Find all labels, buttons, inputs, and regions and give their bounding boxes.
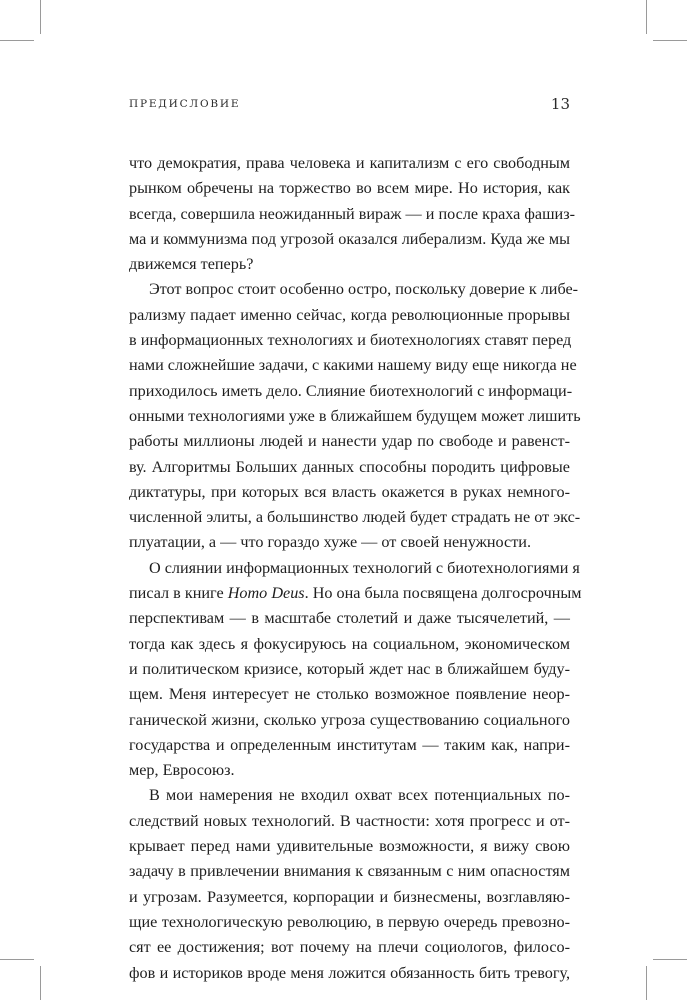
text-line: всегда, совершила неожиданный вираж — и после краха фашиз- (129, 204, 575, 223)
page-number: 13 (550, 95, 570, 113)
text-line: крывает перед нами удивительные возможности, я вижу свою (129, 837, 570, 856)
text-line: тогда как здесь я фокусируюсь на социальном, экономическом (129, 634, 570, 653)
text-line: Этот вопрос стоит особенно остро, поскольку доверие к либе- (149, 280, 579, 299)
running-title: ПРЕДИСЛОВИЕ (129, 98, 241, 110)
crop-mark-top-left (40, 0, 41, 34)
text-line: приходилось иметь дело. Слияние биотехнологий с информаци- (129, 381, 573, 400)
text-line: нами сложнейшие задачи, с какими нашему виду еще никогда не (129, 356, 577, 375)
text-line: ву. Алгоритмы Больших данных способны породить цифровые (129, 457, 570, 476)
running-header (129, 95, 570, 115)
text-line: государства и определенным институтам — таким как, напри- (129, 735, 570, 754)
text-line: плуатации, а — что гораздо хуже — от своей ненужности. (129, 533, 532, 552)
text-line: сят ее достижения; вот почему на плечи социологов, филосо- (129, 938, 570, 957)
text-line: в информационных технологиях и биотехнологиях ставят перед (129, 331, 572, 350)
crop-mark-bottom-left-h (0, 959, 34, 960)
paragraph-4 (129, 783, 570, 985)
text-line: ганической жизни, сколько угроза существованию социального (129, 710, 570, 729)
text-line: О слиянии информационных технологий с биотехнологиями я (149, 558, 580, 577)
crop-mark-top-left-h (0, 40, 34, 41)
text-line: и угрозам. Разумеется, корпорации и бизнесмены, возглавляю- (129, 887, 570, 906)
text-line: щем. Меня интересует не столько возможное появление неор- (129, 685, 570, 704)
text-line: рализму падает именно сейчас, когда революционные прорывы (129, 305, 570, 324)
paragraph-1 (129, 151, 575, 277)
crop-mark-top-right (646, 0, 647, 34)
text-line: работы миллионы людей и нанести удар по свободе и равенст- (129, 432, 570, 451)
text-run: . Но она была посвящена долгосрочным (304, 584, 582, 603)
text-line: перспективам — в масштабе столетий и даже тысячелетий, — (129, 609, 570, 628)
text-line: диктатуры, при которых вся власть окажется в руках немного- (129, 482, 570, 501)
crop-mark-bottom-right-h (653, 959, 687, 960)
text-line: и политическом кризисе, который ждет нас в ближайшем буду- (129, 659, 570, 678)
body-text (129, 151, 582, 986)
text-line: щие технологическую революцию, в первую очередь превозно- (129, 912, 570, 931)
crop-mark-bottom-left (40, 966, 41, 1000)
text-line: ма и коммунизма под угрозой оказался либерализм. Куда же мы (129, 229, 570, 248)
text-line: В мои намерения не входил охват всех потенциальных по- (149, 786, 570, 805)
text-line: фов и историков вроде меня ложится обязанность бить тревогу, (129, 963, 570, 982)
text-line: рынком обречены на торжество во всем мире. Но история, как (129, 179, 570, 198)
crop-mark-top-right-h (653, 40, 687, 41)
paragraph-2 (129, 277, 581, 555)
text-line: следствий новых технологий. В частности: хотя прогресс и от- (129, 811, 570, 830)
text-line: численной элиты, а большинство людей будет страдать не от экс- (129, 508, 581, 527)
paragraph-3 (129, 556, 582, 784)
text-line: что демократия, права человека и капитализм с его свободным (129, 154, 570, 172)
text-run: писал в книге (129, 584, 228, 603)
text-line: мер, Евросоюз. (129, 761, 235, 780)
text-line: задачу в привлечении внимания к связанным с ним опасностям (129, 862, 570, 881)
text-line: онными технологиями уже в ближайшем будущем может лишить (129, 406, 581, 425)
crop-mark-bottom-right (646, 966, 647, 1000)
text-line: движемся теперь? (129, 255, 254, 274)
book-title-homo-deus: Homo Deus (227, 584, 305, 603)
text-line (129, 581, 582, 606)
